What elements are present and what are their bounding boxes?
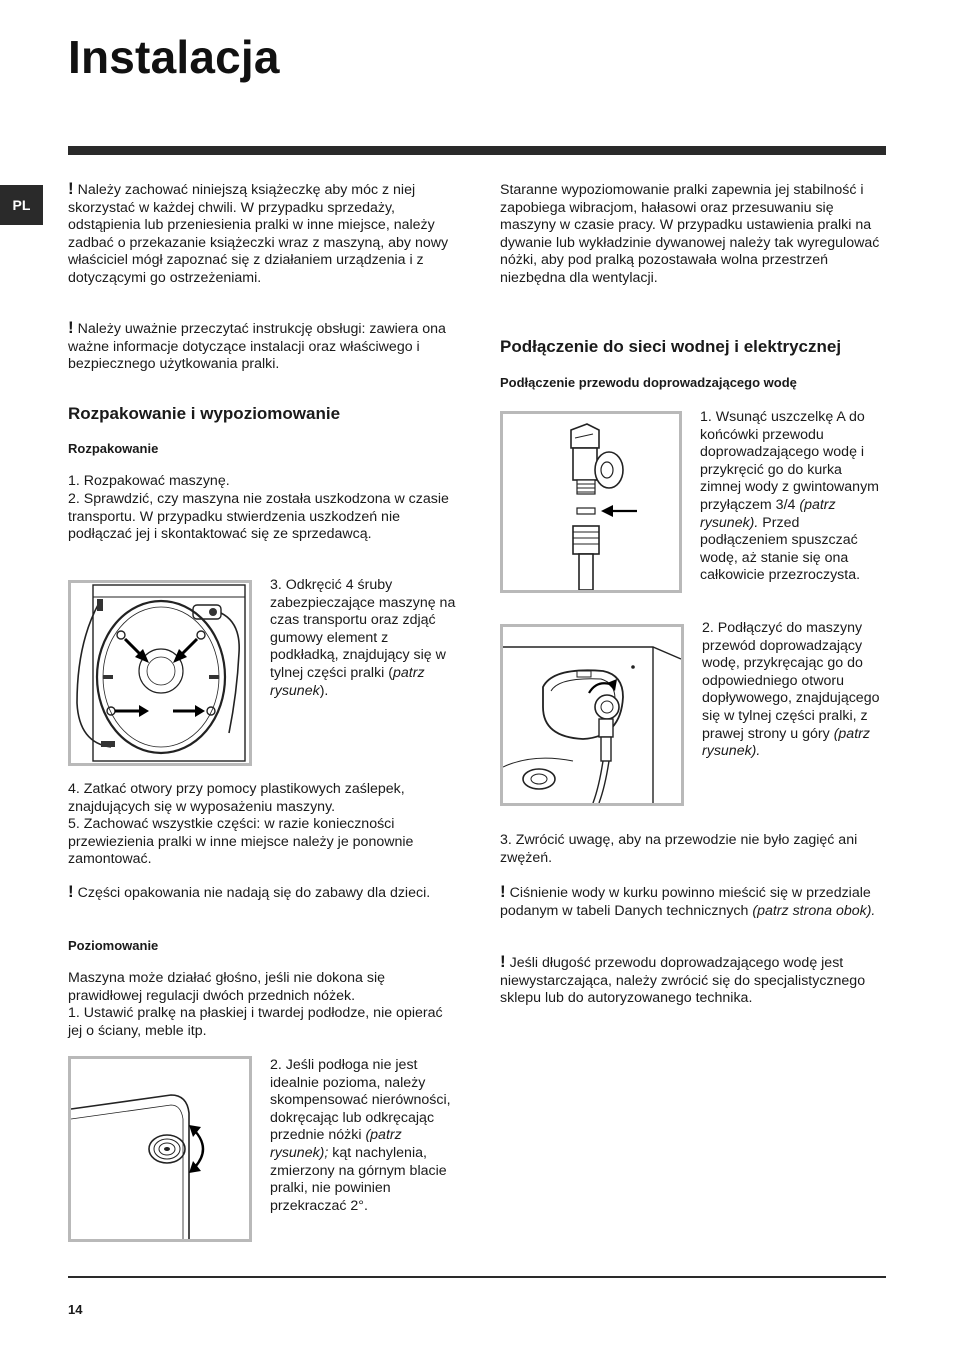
subtitle-unpacking: Rozpakowanie xyxy=(68,441,159,456)
leveling-step-2: 2. Jeśli podłoga nie jest idealnie pozioma, należy skompensować nierówności, dokręcając lub odkręcając przednie nóżki (patrz rysunek); kąt nachylenia, zmierzony na górnym blacie pralki, nie powinien przekraczać 2°. xyxy=(270,1057,451,1214)
language-tab: PL xyxy=(0,185,43,225)
leveling-continued: Staranne wypoziomowanie pralki zapewnia jej stabilność i zapobiega wibracjom, hałasowi oraz przesuwaniu się maszyny w czasie pracy. W przypadku ustawienia pralki na dywanie lub wykładzinie dywanowej należy tak wyregulować nóżki, aby pod pralką pozostawała wolna przestrzeń niezbędna dla wentylacji. xyxy=(500,182,880,286)
figure-machine-inlet xyxy=(500,624,684,806)
header-rule xyxy=(68,146,886,155)
inlet-step-2: 2. Podłączyć do maszyny przewód doprowadzający wodę, przykręcając go do odpowiedniego otworu dopływowego, znajdującego się w tylnej części pralki, z prawej strony u góry (patrz rysunek). xyxy=(702,620,880,760)
exclamation-icon: ! xyxy=(68,318,74,337)
machine-inlet-illustration xyxy=(503,627,681,803)
footer-rule xyxy=(68,1276,886,1278)
unpack-step-5: 5. Zachować wszystkie części: w razie konieczności przewiezienia pralki w inne miejsce należy je ponownie zamontować. xyxy=(68,816,414,868)
figure-transport-screws xyxy=(68,580,252,766)
warning-read-instructions: ! Należy uważnie przeczytać instrukcję obsługi: zawiera ona ważne informacje dotyczące instalacji oraz właściwego i bezpiecznego użytkowania pralki. xyxy=(68,318,446,373)
leveling-intro: Maszyna może działać głośno, jeśli nie dokona się prawidłowej regulacji dwóch przednich nóżek. xyxy=(68,970,386,1004)
subtitle-leveling: Poziomowanie xyxy=(68,938,159,953)
exclamation-icon: ! xyxy=(68,179,74,198)
warning-keep-manual: ! Należy zachować niniejszą książeczkę aby móc z niej skorzystać w każdej chwili. W przypadku sprzedaży, odstąpienia lub przeniesienia pralki w inne miejsce, należy zadbać o przekazanie książeczki wraz z maszyną, aby nowy właściciel mógł zapoznać się z działaniem urządzenia i z dotyczącymi go ostrzeżeniami. xyxy=(68,179,449,286)
leveling-step-1: 1. Ustawić pralkę na płaskiej i twardej podłodze, nie opierać jej o ściany, meble itp. xyxy=(68,1005,443,1039)
exclamation-icon: ! xyxy=(500,952,506,971)
figure-adjust-feet xyxy=(68,1056,252,1242)
figure-tap-connection xyxy=(500,411,682,593)
exclamation-icon: ! xyxy=(500,882,506,901)
warning-hose-length: ! Jeśli długość przewodu doprowadzającego wodę jest niewystarczająca, należy zwrócić się do specjalistycznego sklepu lub do autoryzowanego technika. xyxy=(500,952,866,1007)
unpack-step-4: 4. Zatkać otwory przy pomocy plastikowych zaślepek, znajdujących się w wyposażeniu maszyny. xyxy=(68,781,405,815)
washer-rear-illustration xyxy=(71,583,249,763)
subtitle-inlet-hose: Podłączenie przewodu doprowadzającego wodę xyxy=(500,375,797,390)
inlet-step-3: 3. Zwrócić uwagę, aby na przewodzie nie było zagięć ani zwężeń. xyxy=(500,832,858,866)
page-title: Instalacja xyxy=(68,31,280,83)
unpack-step-1: 1. Rozpakować maszynę. xyxy=(68,473,230,489)
warning-packaging: ! Części opakowania nie nadają się do zabawy dla dzieci. xyxy=(68,882,431,901)
exclamation-icon: ! xyxy=(68,882,74,901)
unpack-step-2: 2. Sprawdzić, czy maszyna nie została uszkodzona w czasie transportu. W przypadku stwierdzenia uszkodzeń nie podłączać jej i skontaktować się ze sprzedawcą. xyxy=(68,491,449,543)
section-title-water-electric: Podłączenie do sieci wodnej i elektrycznej xyxy=(500,337,842,356)
tap-hose-illustration xyxy=(503,414,679,590)
inlet-step-1: 1. Wsunąć uszczelkę A do końcówki przewodu doprowadzającego wodę i przykręcić go do kurka zimnej wody z gwintowanym przyłączem 3/4 (patrz rysunek). Przed podłączeniem spuszczać wodę, aż stanie się ona całkowicie przezroczysta. xyxy=(700,409,879,584)
washer-foot-illustration xyxy=(71,1059,249,1239)
warning-water-pressure: ! Ciśnienie wody w kurku powinno mieścić się w przedziale podanym w tabeli Danych technicznych (patrz strona obok). xyxy=(500,882,876,919)
unpack-step-3: 3. Odkręcić 4 śruby zabezpieczające maszynę na czas transportu oraz zdjąć gumowy element z podkładką, znajdujący się w tylnej części pralki (patrz rysunek). xyxy=(270,577,456,699)
section-title-unpacking-leveling: Rozpakowanie i wypoziomowanie xyxy=(68,404,341,423)
page-number: 14 xyxy=(68,1302,83,1317)
